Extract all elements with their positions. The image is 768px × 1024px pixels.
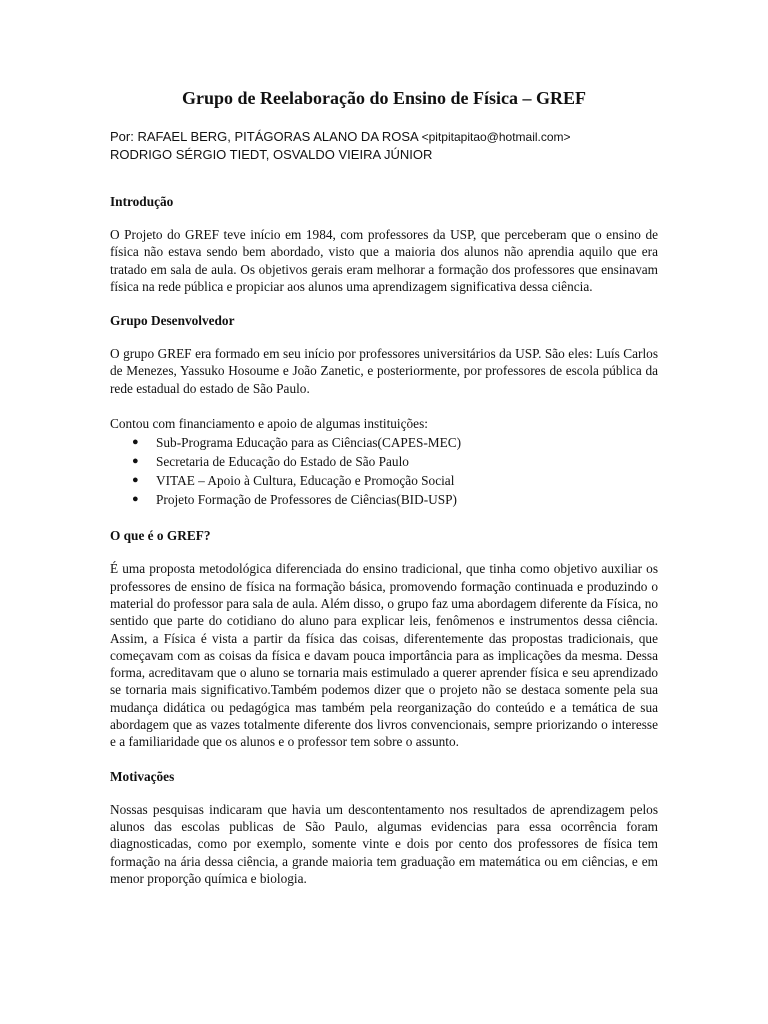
paragraph-grupo-desenvolvedor: O grupo GREF era formado em seu início por professores universitários da USP. São eles: Luís Carlos de Menezes, Yassuko Hosoume e João Zanetic, e posteriormente, por professores de escola pública da rede estadual do estado de São Paulo.: [110, 346, 658, 396]
list-item-text: Projeto Formação de Professores de Ciências(BID-USP): [156, 492, 457, 508]
list-item-text: Secretaria de Educação do Estado de São Paulo: [156, 454, 409, 470]
list-item-text: VITAE – Apoio à Cultura, Educação e Promoção Social: [156, 473, 455, 489]
heading-grupo-desenvolvedor: Grupo Desenvolvedor: [110, 313, 235, 329]
heading-o-que-e-gref: O que é o GREF?: [110, 528, 211, 544]
paragraph-introducao: O Projeto do GREF teve início em 1984, com professores da USP, que perceberam que o ensino de física não estava sendo bem abordado, visto que a maioria dos alunos não aprendia aquilo que era tratado em sala de aula. Os objetivos gerais eram melhorar a formação dos professores que ensinavam física na rede pública e propiciar aos alunos uma aprendizagem significativa dessa ciência.: [110, 227, 658, 294]
author-email: <pitpitapitao@hotmail.com>: [421, 130, 571, 144]
paragraph-motivacoes: Nossas pesquisas indicaram que havia um descontentamento nos resultados de aprendizagem pelos alunos das escolas publicas de São Paulo, algumas evidencias para essa ocorrência foram diagnosticadas, como por exemplo, somente vinte e dois por cento dos professores de física tem formação na ária dessa ciência, a grande maioria tem graduação em matemática ou em ciências, e em menor proporção química e biologia.: [110, 801, 658, 886]
authors-names-1: Por: RAFAEL BERG, PITÁGORAS ALANO DA ROSA: [110, 129, 422, 144]
bullet-icon: ●: [132, 474, 139, 487]
heading-introducao: Introdução: [110, 194, 174, 209]
authors-block: [110, 128, 658, 163]
bullet-icon: ●: [132, 436, 139, 449]
list-item: [132, 490, 658, 509]
heading-motivacoes: Motivações: [110, 768, 175, 784]
list-item-text: Sub-Programa Educação para as Ciências(CAPES-MEC): [156, 435, 462, 451]
bullet-icon: ●: [132, 455, 139, 468]
list-item: [132, 433, 658, 452]
funders-list: [110, 433, 658, 509]
authors-line-2: RODRIGO SÉRGIO TIEDT, OSVALDO VIEIRA JÚNIOR: [110, 147, 433, 162]
document-title: Grupo de Reelaboração do Ensino de Física – GREF: [181, 88, 586, 108]
paragraph-financiamento: Contou com financiamento e apoio de algumas instituições:: [110, 416, 428, 432]
list-item: [132, 471, 658, 490]
authors-line-1: [110, 128, 658, 146]
bullet-icon: ●: [132, 493, 139, 506]
document-body: [110, 86, 658, 905]
list-item: [132, 452, 658, 471]
paragraph-o-que-e-gref: É uma proposta metodológica diferenciada do ensino tradicional, que tinha como objetivo auxiliar os professores de ensino de física na formação básica, promovendo formação continuada e produzindo o material do professor para sala de aula. Além disso, o grupo faz uma abordagem diferente da Física, no sentido que parte do cotidiano do aluno para explicar leis, fenômenos e instrumentos dessa ciência. Assim, a Física é vista a partir da física das coisas, diferentemente das propostas tradicionais, que começavam com as coisas da física e davam pouca importância para as implicações da mesma. Dessa forma, acreditavam que o aluno se tornaria mais estimulado a querer aprender física e seu aprendizado se tornaria mais significativo.Também podemos dizer que o projeto não se destaca somente pela sua mudança didática ou pedagógica mas também pela reorganização do conteúdo e a temática de sua abordagem que as vazes totalmente diferente dos livros convencionais, sempre priorizando o interesse e a familiaridade que os alunos e o professor tem sobre o assunto.: [110, 561, 658, 750]
